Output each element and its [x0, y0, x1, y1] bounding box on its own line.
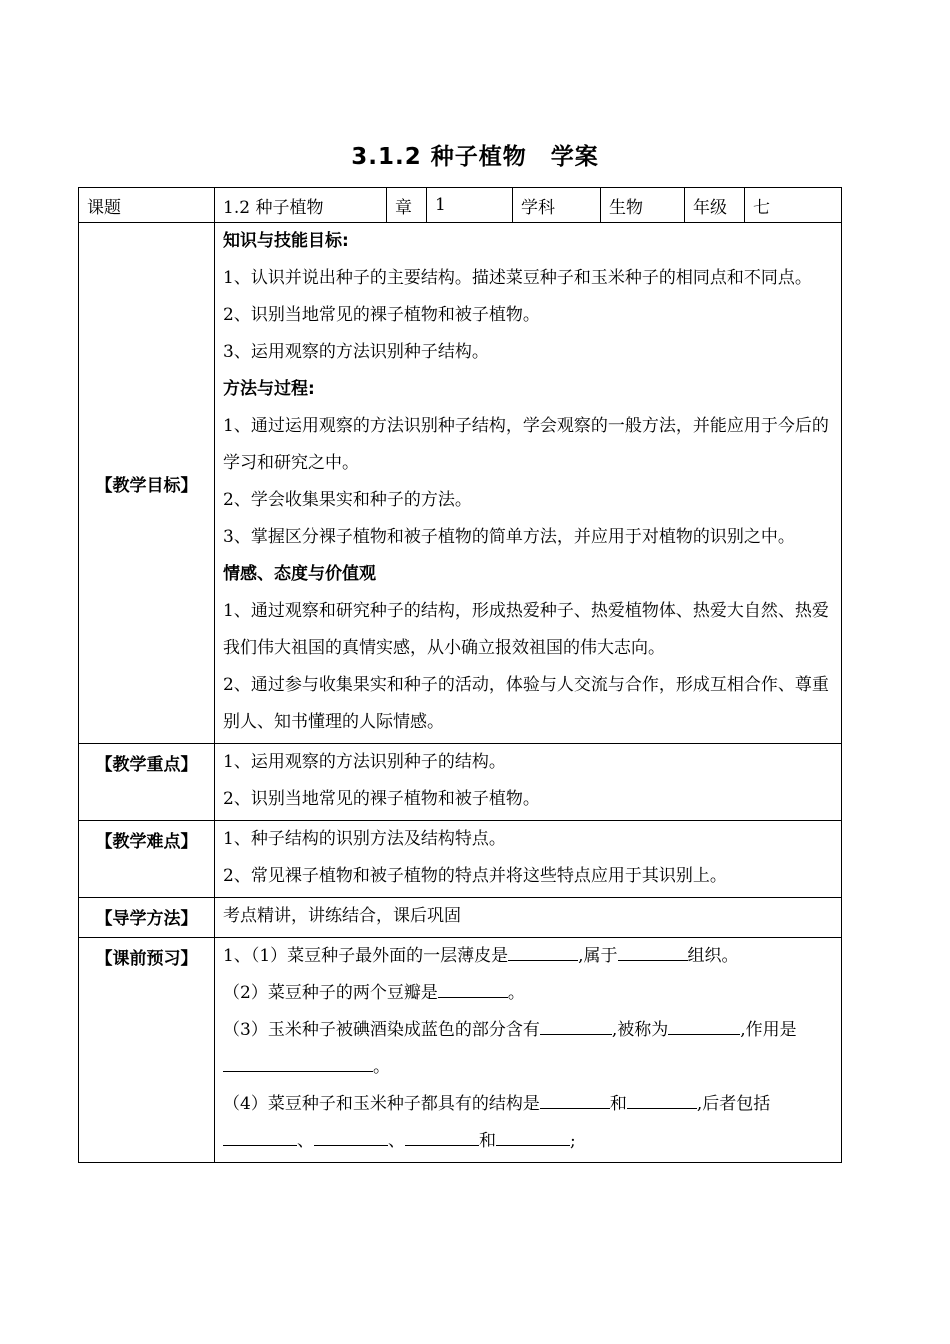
chapter-label: 章 [387, 188, 427, 223]
q4-text-c: ,后者包括 [696, 1094, 771, 1114]
header-row [79, 188, 842, 223]
q2-text-a: （2）菜豆种子的两个豆瓣是 [223, 983, 438, 1003]
method-item-1: 1、通过运用观察的方法识别种子结构，学会观察的一般方法，并能应用于今后的学习和研究之中。 [223, 416, 829, 473]
subject-label: 学科 [513, 188, 601, 223]
knowledge-item-3: 3、运用观察的方法识别种子结构。 [223, 342, 489, 362]
q3-blank-3[interactable] [223, 1054, 373, 1072]
method-value: 考点精讲，讲练结合，课后巩固 [215, 898, 842, 938]
topic-value: 1.2 种子植物 [215, 188, 387, 223]
q4-text-e: 、 [388, 1131, 405, 1151]
q3-blank-2[interactable] [668, 1017, 740, 1035]
difficulties-content [215, 821, 842, 898]
q3-text-d: 。 [373, 1057, 390, 1077]
emotion-item-2: 2、通过参与收集果实和种子的活动，体验与人交流与合作，形成互相合作、尊重别人、知书懂理的人际情感。 [223, 675, 829, 732]
knowledge-heading: 知识与技能目标: [223, 231, 349, 251]
q1-blank-1[interactable] [508, 943, 578, 961]
emotion-item-1: 1、通过观察和研究种子的结构，形成热爱种子、热爱植物体、热爱大自然、热爱我们伟大祖国的真情实感，从小确立报效祖国的伟大志向。 [223, 601, 829, 658]
method-row [79, 898, 842, 938]
q3-text-b: ,被称为 [611, 1020, 669, 1040]
key-points-row [79, 744, 842, 821]
q3-blank-1[interactable] [540, 1017, 612, 1035]
difficulties-label: 【教学难点】 [79, 821, 215, 898]
objectives-row [79, 223, 842, 744]
q2-blank-1[interactable] [438, 980, 508, 998]
q1-text-b: ,属于 [578, 946, 618, 966]
difficulty-item-1: 1、种子结构的识别方法及结构特点。 [223, 829, 506, 849]
q4-blank-2[interactable] [627, 1091, 697, 1109]
preview-content [215, 938, 842, 1163]
knowledge-item-2: 2、识别当地常见的裸子植物和被子植物。 [223, 305, 540, 325]
q4-text-d: 、 [297, 1131, 314, 1151]
grade-label: 年级 [685, 188, 745, 223]
subject-value: 生物 [601, 188, 685, 223]
q4-blank-3[interactable] [223, 1128, 297, 1146]
chapter-value: 1 [427, 188, 513, 223]
q4-blank-5[interactable] [405, 1128, 479, 1146]
method-item-3: 3、掌握区分裸子植物和被子植物的简单方法，并应用于对植物的识别之中。 [223, 527, 795, 547]
q4-blank-6[interactable] [496, 1128, 570, 1146]
q4-text-g: ; [570, 1131, 576, 1151]
page-title: 3.1.2 种子植物 学案 [351, 144, 599, 170]
q4-text-f: 和 [479, 1131, 496, 1151]
q1-text-a: 1、（1）菜豆种子最外面的一层薄皮是 [223, 946, 509, 966]
preview-question-1 [223, 938, 833, 975]
objectives-label: 【教学目标】 [79, 223, 215, 744]
preview-label: 【课前预习】 [79, 938, 215, 1163]
objectives-content [215, 223, 842, 744]
q2-text-b: 。 [507, 983, 525, 1003]
grade-value: 七 [745, 188, 842, 223]
difficulty-item-2: 2、常见裸子植物和被子植物的特点并将这些特点应用于其识别上。 [223, 866, 727, 886]
key-points-label: 【教学重点】 [79, 744, 215, 821]
key-point-item-1: 1、运用观察的方法识别种子的结构。 [223, 752, 506, 772]
q4-text-a: （4）菜豆种子和玉米种子都具有的结构是 [223, 1094, 540, 1114]
method-label: 【导学方法】 [79, 898, 215, 938]
q3-text-c: ,作用是 [740, 1020, 797, 1040]
lesson-plan-table [78, 187, 842, 1163]
knowledge-item-1: 1、认识并说出种子的主要结构。描述菜豆种子和玉米种子的相同点和不同点。 [223, 268, 812, 288]
preview-question-2 [223, 975, 833, 1012]
difficulties-row [79, 821, 842, 898]
q3-text-a: （3）玉米种子被碘酒染成蓝色的部分含有 [223, 1020, 540, 1040]
emotion-heading: 情感、态度与价值观 [223, 564, 376, 584]
q4-blank-4[interactable] [314, 1128, 388, 1146]
q1-blank-2[interactable] [618, 943, 688, 961]
method-item-2: 2、学会收集果实和种子的方法。 [223, 490, 472, 510]
preview-question-3 [223, 1012, 833, 1086]
preview-question-4 [223, 1086, 833, 1160]
q1-text-c: 组织。 [687, 946, 739, 966]
topic-label: 课题 [79, 188, 215, 223]
q4-text-b: 和 [609, 1094, 627, 1114]
preview-row [79, 938, 842, 1163]
key-point-item-2: 2、识别当地常见的裸子植物和被子植物。 [223, 789, 540, 809]
method-heading: 方法与过程: [223, 379, 315, 399]
key-points-content [215, 744, 842, 821]
q4-blank-1[interactable] [540, 1091, 610, 1109]
